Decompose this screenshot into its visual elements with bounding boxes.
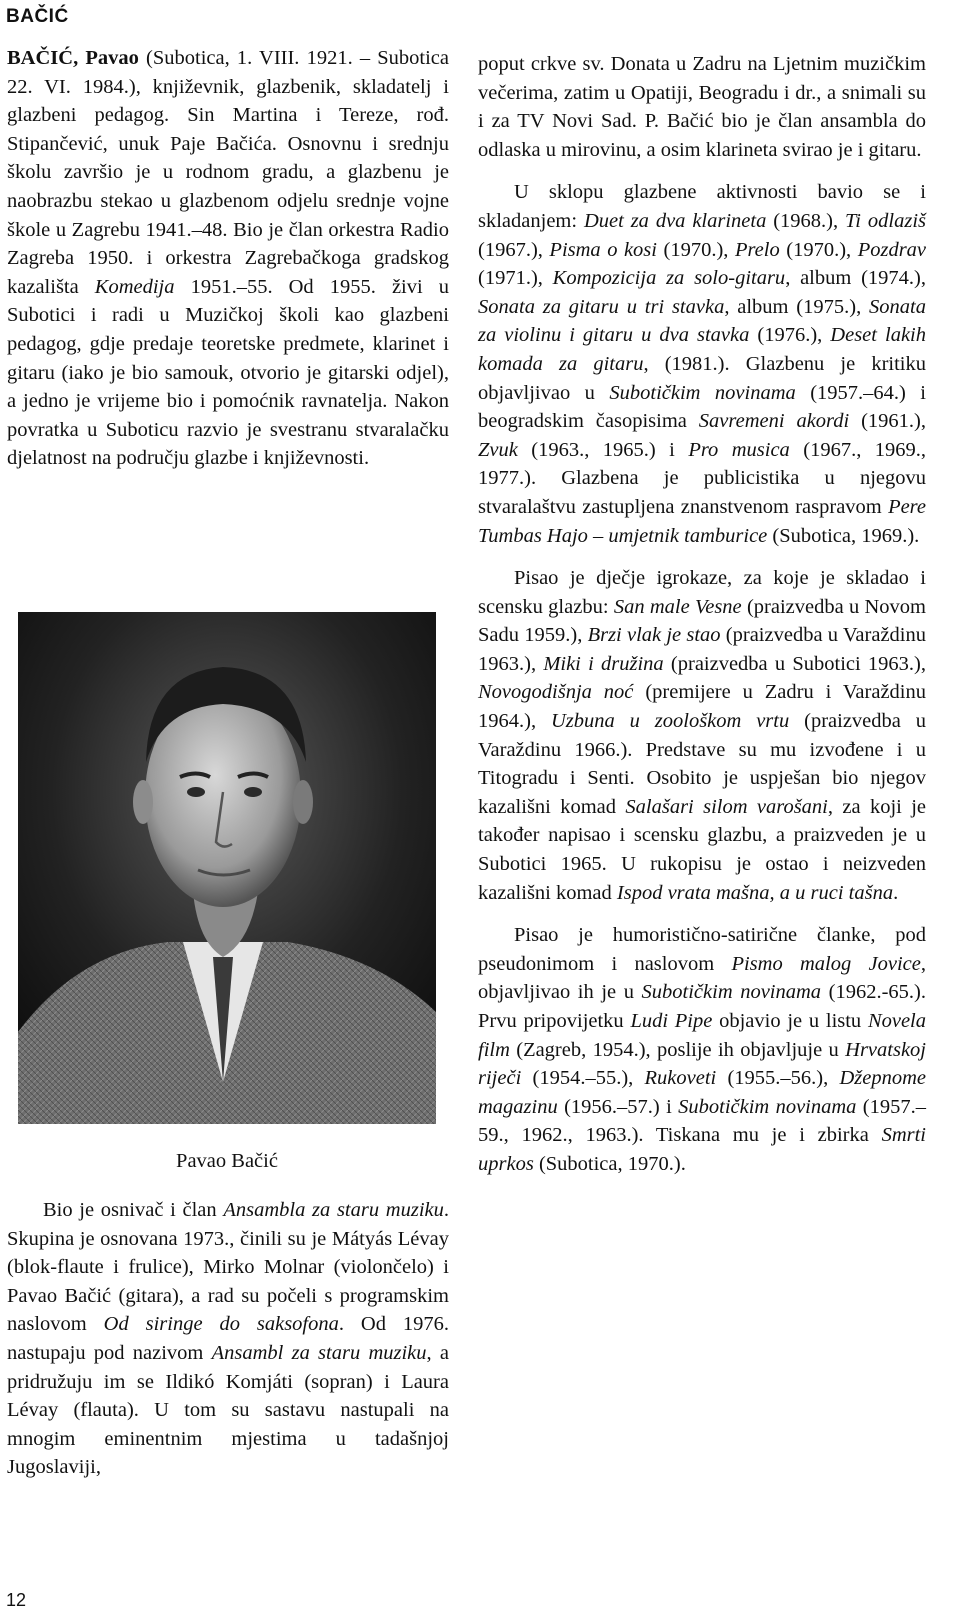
left-column-upper — [7, 44, 449, 473]
italic-title: Miki i družina — [543, 652, 664, 675]
text-run: , a pridružuju im se Ildikó Komjáti (sopran) i Laura Lévay (flauta). U tom su sastavu nastupali na mnogim eminentnim mjestima u tadašnjoj Jugoslaviji, — [7, 1341, 449, 1479]
italic-title: Ispod vrata mašna, a u ruci tašna — [616, 881, 894, 904]
text-run: (1957.–64.) i beogradskim časopisima — [478, 381, 926, 433]
text-run: (1955.–56.), — [716, 1067, 840, 1090]
italic-title: Novogodišnja noć — [478, 681, 634, 704]
text-run: 1951.–55. Od 1955. živi u Subotici i radi u Muzičkoj školi kao glazbeni pedagog, gdje predaje teoretske predmete, klarinet i gitaru (iako je bio samouk, otvorio je gitarski odjel), a jedno je vrijeme bio i pomoćnik ravnatelja. Nakon povratka u Suboticu razvio je svestranu stvaralačku djelatnost na području glazbe i književnosti. — [7, 275, 449, 470]
text-run: (praizvedba u Varaždinu 1963.), — [478, 624, 926, 675]
entry-headword: BAČIĆ, Pavao — [7, 47, 139, 69]
text-run: Pisao je dječje igrokaze, za koje je skladao i scensku glazbu: — [478, 567, 926, 618]
text-run: U sklopu glazbene aktivnosti bavio se i skladanjem: — [478, 181, 926, 232]
text-run: (1962.-65.). Prvu pripovijetku — [478, 981, 926, 1032]
compositions-paragraph — [478, 178, 926, 550]
italic-title: Hrvatskoj riječi — [478, 1038, 926, 1090]
text-run: (1976.), — [749, 324, 831, 347]
page-number: 12 — [6, 1590, 27, 1610]
italic-title: Pisma o kosi — [549, 238, 657, 261]
right-column — [478, 50, 926, 1179]
text-run: (1971.), — [478, 267, 553, 290]
italic-title: Ansambl za staru muziku — [211, 1341, 427, 1364]
text-run: (praizvedba u Varaždinu 1966.). Predstave su mu izvođene i u Titogradu i Senti. Osobito je uspješan bio njegov kazališni komad — [478, 710, 926, 818]
text-run: , album (1975.), — [724, 295, 870, 318]
text-run: (1970.), — [656, 238, 735, 261]
italic-title: Sonata za gitaru u tri stavka — [478, 295, 725, 318]
text-run: (Subotica, 1. VIII. 1921. – Subotica 22. VI. 1984.), književnik, glazbenik, skladatelj i glazbeni pedagog. Sin Martina i Tereze, rođ. Stipančević, unuk Paje Bačića. Osnovnu i srednju školu završio je u rodnom gradu, a glazbenu je naobrazbu stekao u glazbenom odjelu srednje vojne škole u Zagrebu 1941.–48. Bio je član orkestra Radio Zagreba 1950. i orkestra Zagrebačkoga gradskog kazališta — [7, 47, 449, 298]
text-run: (1970.), — [779, 238, 858, 261]
text-run: (Subotica, 1969.). — [767, 524, 920, 547]
italic-title: Pro musica — [688, 438, 790, 461]
italic-title: Novela film — [478, 1010, 927, 1061]
italic-title: Sonata za violinu i gitaru u dva stavka — [478, 295, 926, 347]
italic-title: Subotičkim novinama — [609, 381, 796, 404]
italic-title: Ludi Pipe — [630, 1010, 713, 1032]
running-head: BAČIĆ — [6, 6, 69, 27]
italic-title: Od siringe do saksofona — [103, 1313, 339, 1336]
left-column-lower — [7, 1196, 449, 1482]
prose-paragraph — [478, 921, 926, 1178]
italic-title: Savremeni akordi — [698, 410, 850, 433]
portrait-photo — [18, 612, 436, 1124]
text-run: (1957.–59., 1962., 1963.). Tiskana mu je i zbirka — [478, 1095, 926, 1147]
entry-intro-paragraph — [7, 44, 449, 473]
italic-title: Rukoveti — [644, 1067, 717, 1090]
text-run: (praizvedba u Subotici 1963.), — [663, 652, 926, 675]
italic-title: Ansambla za staru muziku — [223, 1199, 444, 1221]
italic-title: Brzi vlak je stao — [587, 624, 721, 647]
italic-title: Uzbuna u zoološkom vrtu — [550, 710, 790, 733]
text-run: (Subotica, 1970.). — [533, 1152, 686, 1175]
italic-title: Pere Tumbas Hajo – umjetnik tamburice — [478, 495, 926, 547]
text-run: (Zagreb, 1954.), poslije ih objavljuje u — [509, 1038, 846, 1061]
italic-title: Komedija — [94, 275, 175, 298]
italic-title: Prelo — [734, 238, 780, 261]
italic-title: Subotičkim novinama — [641, 981, 822, 1004]
text-run: , album (1974.), — [785, 267, 926, 290]
text-run: (1967., 1969., 1977.). Glazbena je publicistika u njegovu stvaralaštvu zastupljena znanstvenom raspravom — [478, 438, 926, 518]
italic-title: San male Vesne — [613, 595, 742, 618]
text-run: (1961.), — [849, 410, 927, 433]
italic-title: Džepnome magazinu — [478, 1067, 926, 1118]
italic-title: Smrti uprkos — [478, 1124, 926, 1175]
text-run: Pisao je humoristično-satirične članke, pod pseudonimom i naslovom — [478, 924, 926, 975]
text-run: , (1981.). Glazbenu je kritiku objavljivao u — [478, 352, 926, 404]
text-run: . Skupina je osnovana 1973., činili su je Mátyás Lévay (blok-flaute i frulice), Mirko Molnar (violončelo) i Pavao Bačić (gitara), a rad su počeli s programskim naslovom — [7, 1199, 449, 1336]
text-run: (1963., 1965.) i — [517, 438, 689, 461]
ensemble-paragraph — [7, 1196, 449, 1482]
text-run: (1954.–55.), — [521, 1067, 645, 1090]
text-run: , objavljivao ih je u — [478, 952, 927, 1004]
italic-title: Subotičkim novinama — [678, 1095, 857, 1118]
text-run: (praizvedba u Novom Sadu 1959.), — [478, 595, 926, 647]
text-run: objavio je u listu — [712, 1010, 868, 1032]
italic-title: Pismo malog Jovice — [731, 952, 921, 975]
italic-title: Zvuk — [478, 438, 518, 461]
text-run: , za koji je također napisao i scensku glazbu, a praizveden je u Subotici 1965. U rukopisu je ostao i neizveden kazališni komad — [478, 795, 926, 904]
italic-title: Ti odlaziš — [845, 209, 926, 232]
italic-title: Deset lakih komada za gitaru — [478, 324, 926, 375]
text-run: (1968.), — [766, 209, 846, 232]
photo-caption: Pavao Bačić — [176, 1150, 278, 1172]
text-run: (premijere u Zadru i Varaždinu 1964.), — [478, 681, 926, 733]
text-run: (1956.–57.) i — [557, 1095, 679, 1118]
plays-paragraph — [478, 564, 926, 907]
text-run: Bio je osnivač i član — [43, 1199, 224, 1221]
italic-title: Kompozicija za solo-gitaru — [552, 267, 786, 290]
portrait-illustration — [18, 612, 436, 1124]
ensemble-continued-paragraph: poput crkve sv. Donata u Zadru na Ljetnim muzičkim večerima, zatim u Opatiji, Beogradu i dr., a snimali su i za TV Novi Sad. P. Bačić bio je član ansambla do odlaska u mirovinu, a osim klarineta svirao je i gitaru. — [478, 53, 926, 161]
italic-title: Duet za dva klarineta — [583, 209, 767, 232]
italic-title: Pozdrav — [857, 238, 927, 261]
text-run: . Od 1976. nastupaju pod nazivom — [7, 1313, 450, 1364]
text-run: (1967.), — [478, 238, 550, 261]
text-run: . — [893, 881, 899, 904]
italic-title: Salašari silom varošani — [625, 795, 828, 818]
